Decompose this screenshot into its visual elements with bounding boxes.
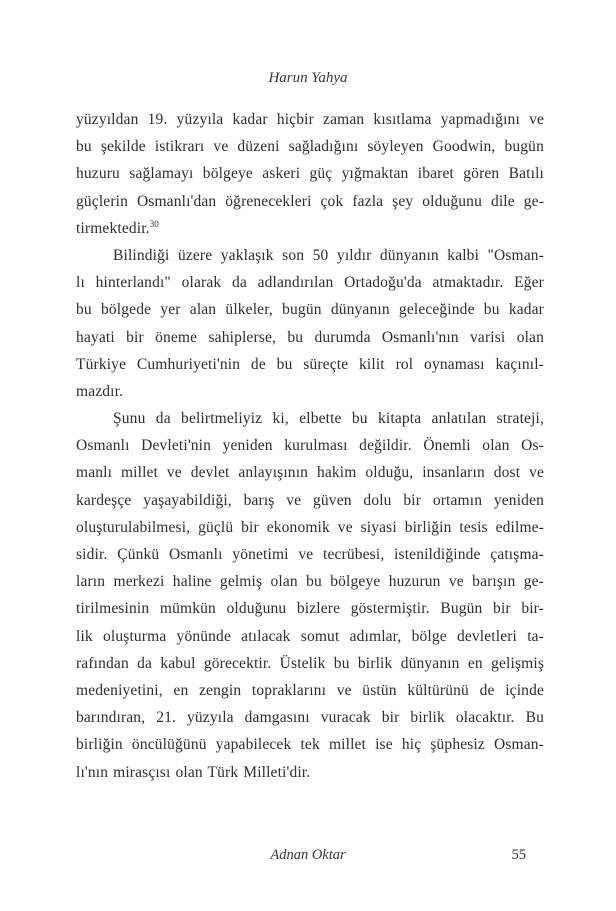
text-line: Osmanlı Devleti'nin yeniden kurulması değildir. Önemli olan Os- xyxy=(76,437,544,455)
text-line: Türkiye Cumhuriyeti'nin de bu süreçte kilit rol oynaması kaçınıl- xyxy=(76,355,544,373)
text-line: kardeşçe yaşayabildiği, barış ve güven dolu bir ortamın yeniden xyxy=(76,491,544,509)
text-line: güçlerin Osmanlı'dan öğrenecekleri çok fazla şey olduğunu dile ge- xyxy=(76,192,544,210)
text-line: rafından da kabul görecektir. Üstelik bu birlik dünyanın en gelişmiş xyxy=(76,654,544,672)
running-header: Harun Yahya xyxy=(268,70,348,86)
text-line: tirmektedir.$^{30}$ xyxy=(76,218,159,237)
text-line: birliğin öncülüğünü yapabilecek tek millet ise hiç şüphesiz Osman- xyxy=(76,736,544,754)
text-line: Şunu da belirtmeliyiz ki, elbette bu kitapta anlatılan strateji, xyxy=(113,410,544,428)
text-line: ların merkezi haline gelmiş olan bu bölgeye huzurun ve barışın ge- xyxy=(76,573,544,591)
text-line: medeniyetini, en zengin topraklarını ve üstün kültürünü de içinde xyxy=(76,681,544,699)
footer-author: Adnan Oktar xyxy=(270,847,346,863)
text-line: lı hinterlandı" olarak da adlandırılan Ortadoğu'da atmaktadır. Eğer xyxy=(76,274,544,292)
text-line: huzuru sağlamayı bölgeye askeri güç yığmaktan ibaret gören Batılı xyxy=(76,165,544,183)
text-line: barındıran, 21. yüzyıla damgasını vuracak bir birlik olacaktır. Bu xyxy=(76,709,544,727)
page-footer xyxy=(0,847,616,867)
text-line: sidir. Çünkü Osmanlı yönetimi ve tecrübesi, istenildiğinde çatışma- xyxy=(76,546,544,563)
page-number: 55 xyxy=(511,847,526,863)
text-line: bu şekilde istikrarı ve düzeni sağladığını söyleyen Goodwin, bugün xyxy=(76,138,544,156)
text-line: yüzyıldan 19. yüzyıla kadar hiçbir zaman kısıtlama yapmadığını ve xyxy=(76,111,544,128)
footnote-ref: 30 xyxy=(149,218,159,229)
text-line: hayati bir öneme sahiplerse, bu durumda Osmanlı'nın varisi olan xyxy=(76,328,544,346)
text-line: Bilindiği üzere yaklaşık son 50 yıldır dünyanın kalbi "Osman- xyxy=(113,246,544,264)
text-body xyxy=(76,106,544,786)
text-line: lı'nın mirasçısı olan Türk Milleti'dir. xyxy=(76,763,311,781)
text-line: lik oluşturma yönünde atılacak somut adımlar, bölge devletleri ta- xyxy=(76,627,544,645)
text-line: bu bölgede yer alan ülkeler, bugün dünyanın geleceğinde bu kadar xyxy=(76,301,544,319)
text-line: oluşturulabilmesi, güçlü bir ekonomik ve siyasi birliğin tesis edilme- xyxy=(76,518,544,536)
text-line: mazdır. xyxy=(76,382,124,400)
text-line: tirilmesinin mümkün olduğunu bizlere göstermiştir. Bugün bir bir- xyxy=(76,600,544,618)
text-line: manlı millet ve devlet anlayışının hakim olduğu, insanların dost ve xyxy=(76,464,544,482)
